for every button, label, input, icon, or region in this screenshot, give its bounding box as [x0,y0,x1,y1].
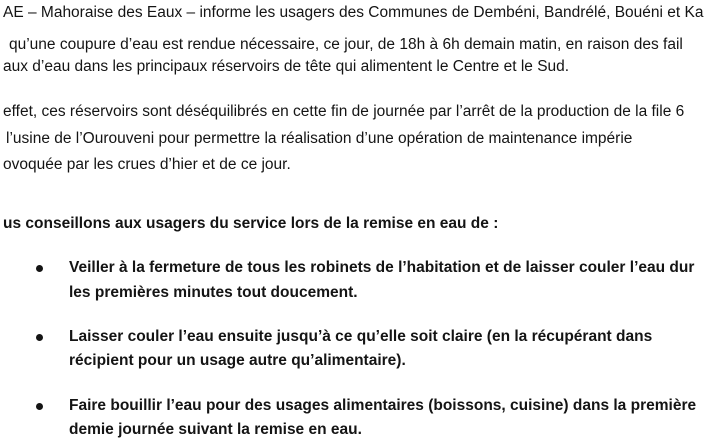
bullet-dot-icon [36,265,43,272]
paragraph-1-line-2: qu’une coupure d’eau est rendue nécessaire, ce jour, de 18h à 6h demain matin, en raison des fail [9,36,683,53]
bullet-3-line-1: Faire bouillir l’eau pour des usages alimentaires (boissons, cuisine) dans la première [69,397,697,414]
bullet-dot-icon [36,403,43,410]
paragraph-1-line-1: AE – Mahoraise des Eaux – informe les usagers des Communes de Dembéni, Bandrélé, Bouéni et Ka [3,4,704,21]
paragraph-2-line-3: ovoquée par les crues d’hier et de ce jour. [3,156,291,173]
bullet-3-line-2: demie journée suivant la remise en eau. [69,421,362,438]
bullet-1-line-2: les premières minutes tout doucement. [69,284,358,301]
bullet-1-line-1: Veiller à la fermeture de tous les robinets de l’habitation et de laisser couler l’eau dur [69,259,695,276]
bullet-dot-icon [36,334,43,341]
advice-intro: us conseillons aux usagers du service lors de la remise en eau de : [3,215,499,232]
paragraph-2-line-1: effet, ces réservoirs sont déséquilibrés en cette fin de journée par l’arrêt de la production de la file 6 [3,103,685,120]
paragraph-1-line-3: aux d’eau dans les principaux réservoirs de tête qui alimentent le Centre et le Sud. [3,58,570,75]
bullet-2-line-1: Laisser couler l’eau ensuite jusqu’à ce qu’elle soit claire (en la récupérant dans [69,328,653,345]
paragraph-2-line-2: l’usine de l’Ourouveni pour permettre la réalisation d’une opération de maintenance impérie [6,130,633,147]
bullet-2-line-2: récipient pour un usage autre qu’alimentaire). [69,352,406,369]
